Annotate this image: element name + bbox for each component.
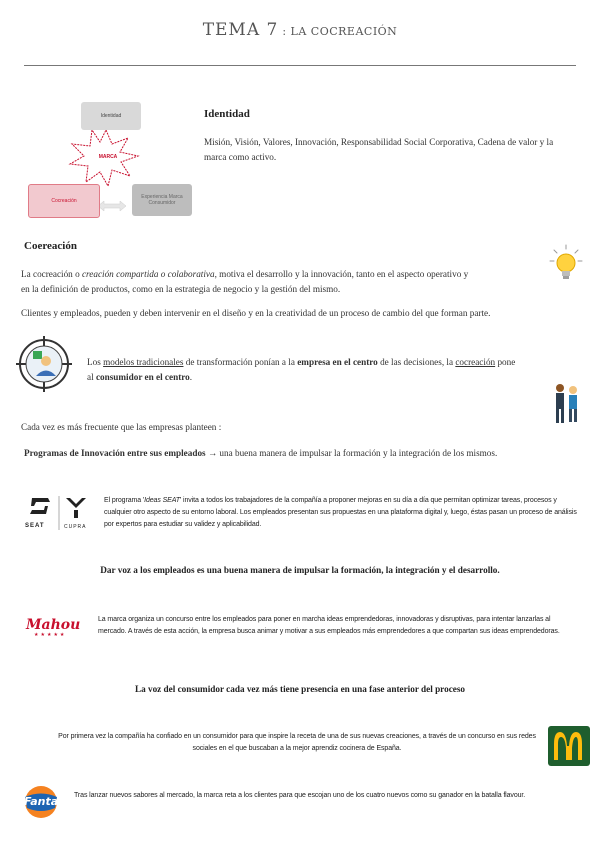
coereacion-paragraph-5: Programas de Innovación entre sus empleados → una buena manera de impulsar la formación y la integración de los mismos. bbox=[24, 448, 498, 458]
identity-diagram bbox=[24, 98, 199, 223]
title-subtitle: LA COCREACIÓN bbox=[290, 25, 398, 38]
business-people-icon bbox=[550, 380, 582, 428]
coereacion-paragraph-1: La cocreación o creación compartida o colaborativa, motiva el desarrollo y la innovación, tanto en el aspecto operativo y en la definición de productos, como en la estrategia de negocio y la gestión del mismo. bbox=[21, 269, 469, 294]
seat-cupra-logo bbox=[24, 494, 94, 534]
coereacion-paragraph-2: Clientes y empleados, pueden y deben intervenir en el diseño y en la creatividad de un proceso de cambio del que forman parte. bbox=[21, 308, 491, 318]
diagram-identidad-box: Identidad bbox=[81, 102, 141, 130]
statement-consumer: La voz del consumidor cada vez más tiene presencia en una fase anterior del proceso bbox=[134, 684, 466, 694]
diagram-arrow bbox=[98, 201, 126, 211]
golden-arches-icon bbox=[548, 726, 590, 766]
diagram-cocreacion-box: Cocreación bbox=[28, 184, 100, 218]
mcdonalds-text: Por primera vez la compañía ha confiado en un consumidor para que inspire la receta de una de sus nuevas creaciones, a través de un concurso en sus redes sociales en el que buscaban a la mejor aprendiz cocinera de España. bbox=[58, 733, 536, 752]
fanta-text: Tras lanzar nuevos sabores al mercado, la marca reta a los clientes para que escojan uno de los cuatro nuevos como su ganador en la batalla flavour. bbox=[74, 792, 526, 799]
seat-logo-text: SEAT bbox=[25, 523, 45, 529]
mcdonalds-logo bbox=[548, 726, 590, 766]
coereacion-paragraph-3: Los modelos tradicionales de transformación ponían a la empresa en el centro de las decisiones, la cocreación pone al consumidor en el centro. bbox=[87, 357, 516, 382]
title-tema: TEMA 7 bbox=[202, 20, 279, 40]
diagram-marca-label: MARCA bbox=[98, 154, 118, 160]
identidad-heading: Identidad bbox=[204, 108, 250, 120]
coereacion-heading: Coereación bbox=[24, 240, 77, 252]
seat-text: El programa 'Ideas SEAT' invita a todos los trabajadores de la compañía a proponer mejoras en su día a día que permitan optimizar tareas, procesos y cualquier otro aspecto de su entorno laboral. Los empleados presentan sus propuestas en una plataforma digital y, luego, éstas pasan un proceso de análisis por expertos para estudiar su validez y aplicabilidad. bbox=[104, 497, 577, 528]
identidad-text: Misión, Visión, Valores, Innovación, Responsabilidad Social Corporativa, Cadena de valor y la marca como activo. bbox=[204, 137, 554, 162]
lightbulb-icon bbox=[548, 242, 584, 286]
fanta-logo-text: Fanta bbox=[24, 795, 59, 808]
diagram-experiencia-box: Experiencia Marca Consumidor bbox=[132, 184, 192, 216]
statement-employees: Dar voz a los empleados es una buena manera de impulsar la formación, la integración y el desarrollo. bbox=[100, 565, 500, 575]
cupra-logo-text: CUPRA bbox=[64, 524, 87, 530]
title-separator: : bbox=[278, 25, 291, 38]
mahou-logo-stars: ★★★★★ bbox=[34, 633, 67, 638]
mahou-logo bbox=[26, 617, 81, 639]
page-title bbox=[0, 20, 600, 40]
mahou-logo-text: Mahou bbox=[26, 617, 81, 633]
target-user-icon bbox=[14, 334, 74, 394]
coereacion-paragraph-4: Cada vez es más frecuente que las empresas planteen : bbox=[21, 422, 222, 432]
header-divider bbox=[24, 65, 576, 66]
fanta-logo bbox=[18, 784, 64, 820]
mahou-text: La marca organiza un concurso entre los empleados para poner en marcha ideas emprendedoras, innovadoras y disruptivas, para intentar lanzarlas al mercado. A través de esta acción, la empresa busca animar y motivar a sus empleados más emprendedores a que compartan sus ideas emprendedoras. bbox=[98, 616, 560, 635]
